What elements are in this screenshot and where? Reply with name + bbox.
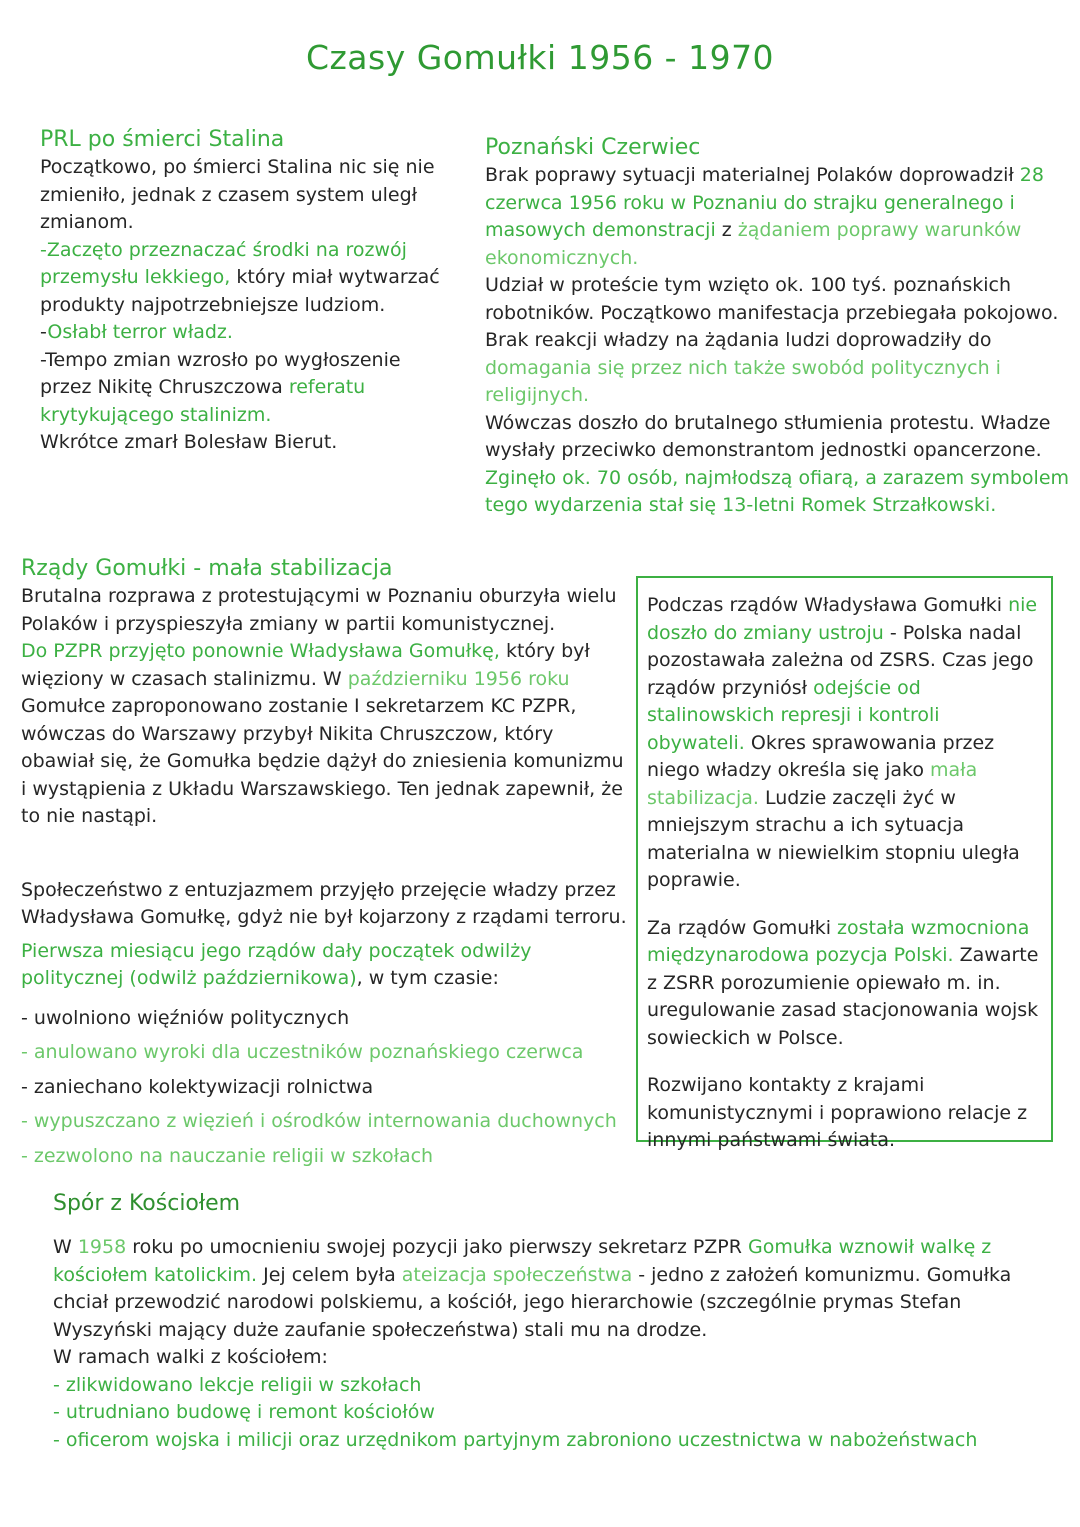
bullet-item: -Tempo zmian wzrosło po wygłoszenie przez Nikitę Chruszczowa referatu krytykującego stalinizm. — [40, 348, 401, 426]
paragraph: Do PZPR przyjęto ponownie Władysława Gomułkę, który był więziony w czasach stalinizmu. W październiku 1956 roku Gomułce zaproponowano zostanie I sekretarzem KC PZPR, wówczas do Warszawy przybył Nikita Chruszczow, który obawiał się, że Gomułka będzie dążył do zniesienia komunizmu i wystąpienia z Układu Warszawskiego. Ten jednak zapewnił, że to nie nastąpi. — [21, 640, 624, 827]
section-rzady — [21, 555, 627, 1173]
paragraph: Udział w proteście tym wzięto ok. 100 tyś. poznańskich robotników. Początkowo manifestacja przebiegała pokojowo. — [485, 274, 1059, 324]
list-item: - zaniechano kolektywizacji rolnictwa — [21, 1075, 374, 1098]
section-heading: Poznański Czerwiec — [485, 135, 701, 160]
paragraph: Brutalna rozprawa z protestującymi w Poznaniu oburzyła wielu Polaków i przyspieszyła zmiany w partii komunistycznej. — [21, 585, 617, 635]
paragraph: Podczas rządów Władysława Gomułki nie doszło do zmiany ustroju - Polska nadal pozostawała zależna od ZSRS. Czas jego rządów przyniósł odejście od stalinowskich represji i kontroli obywateli. Okres sprawowania przez niego władzy określa się jako mała stabilizacja. Ludzie zaczęli żyć w mniejszym strachu a ich sytuacja materialna w niewielkim stopniu uległa poprawie. — [647, 594, 1038, 891]
paragraph: Początkowo, po śmierci Stalina nic się nie zmieniło, jednak z czasem system uległ zmianom. — [40, 156, 435, 233]
list-item: - oficerom wojska i milicji oraz urzędnikom partyjnym zabroniono uczestnictwa w nabożeństwach — [53, 1428, 978, 1451]
list-item: - uwolniono więźniów politycznych — [21, 1006, 350, 1029]
paragraph: W 1958 roku po umocnieniu swojej pozycji jako pierwszy sekretarz PZPR Gomułka wznowił walkę z kościołem katolickim. Jej celem była ateizacja społeczeństwa - jedno z założeń komunizmu. Gomułka chciał przewodzić narodowi polskiemu, a kościół, jego hierarchowie (szczególnie prymas Stefan Wyszyński mający duże zaufanie społeczeństwa) stali mu na drodze. — [53, 1236, 1012, 1341]
summary-box — [636, 576, 1053, 1151]
paragraph: Brak poprawy sytuacji materialnej Polaków doprowadził 28 czerwca 1956 roku w Poznaniu do strajku generalnego i masowych demonstracji z żądaniem poprawy warunków ekonomicznych. — [485, 164, 1044, 269]
list-item: - utrudniano budowę i remont kościołów — [53, 1401, 435, 1423]
paragraph: Społeczeństwo z entuzjazmem przyjęło przejęcie władzy przez Władysława Gomułkę, gdyż nie był kojarzony z rządami terroru. — [21, 878, 627, 928]
list-item: - wypuszczano z więzień i ośrodków internowania duchownych — [21, 1110, 617, 1132]
section-poznan — [485, 134, 1070, 520]
paragraph: Za rządów Gomułki została wzmocniona międzynarodowa pozycja Polski. Zawarte z ZSRR porozumienie opiewało m. in. uregulowanie zasad stacjonowania wojsk sowieckich w Polsce. — [647, 916, 1039, 1049]
list — [21, 1001, 627, 1174]
section-spor — [53, 1190, 1053, 1454]
section-heading: Rządy Gomułki - mała stabilizacja — [21, 556, 393, 581]
section-heading: PRL po śmierci Stalina — [40, 127, 285, 152]
list-item: - zlikwidowano lekcje religii w szkołach — [53, 1373, 422, 1396]
bullet-item: -Zaczęto przeznaczać środki na rozwój przemysłu lekkiego, który miał wytwarzać produkty najpotrzebniejsze ludziom. — [40, 238, 440, 316]
paragraph: Pierwsza miesiącu jego rządów dały początek odwilży politycznej (odwilż październikowa), w tym czasie: — [21, 939, 532, 989]
bullet-item: -Osłabł terror władz. — [40, 321, 233, 343]
section-prl — [40, 126, 440, 457]
list-item: - anulowano wyroki dla uczestników poznańskiego czerwca — [21, 1041, 584, 1063]
list-item: - zezwolono na nauczanie religii w szkołach — [21, 1144, 434, 1167]
paragraph: W ramach walki z kościołem: — [53, 1346, 328, 1368]
section-heading: Spór z Kościołem — [53, 1191, 241, 1216]
list — [53, 1372, 1053, 1455]
paragraph: Zginęło ok. 70 osób, najmłodszą ofiarą, a zarazem symbolem tego wydarzenia stał się 13-letni Romek Strzałkowski. — [485, 466, 1070, 516]
paragraph: Rozwijano kontakty z krajami komunistycznymi i poprawiono relacje z innymi państwami świata. — [647, 1074, 1028, 1151]
paragraph: Wówczas doszło do brutalnego stłumienia protestu. Władze wysłały przeciwko demonstrantom jednostki opancerzone. — [485, 411, 1051, 461]
page-title: Czasy Gomułki 1956 - 1970 — [305, 38, 775, 77]
paragraph: Wkrótce zmarł Bolesław Bierut. — [40, 431, 338, 453]
paragraph: Brak reakcji władzy na żądania ludzi doprowadziły do domagania się przez nich także swobód politycznych i religijnych. — [485, 329, 1001, 406]
